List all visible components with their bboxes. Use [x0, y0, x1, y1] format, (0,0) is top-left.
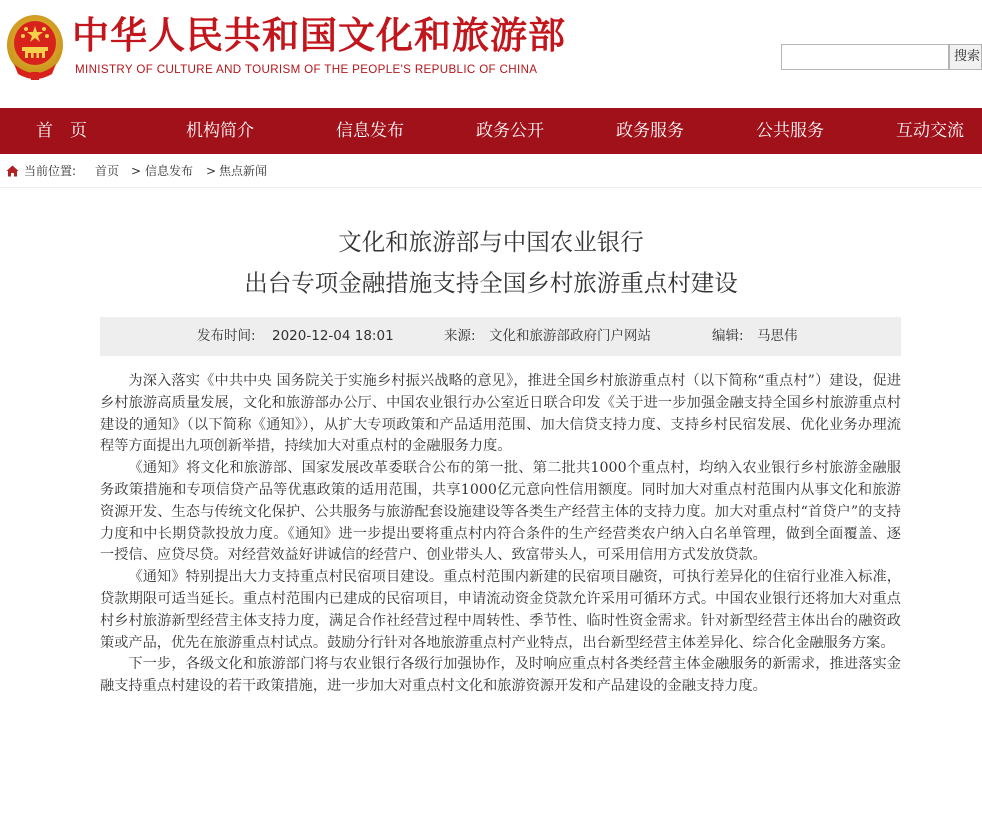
editor: 马思伟 — [757, 328, 798, 344]
article-meta — [100, 317, 901, 356]
breadcrumb-focus-news[interactable]: 焦点新闻 — [219, 164, 268, 178]
breadcrumb-news[interactable]: 信息发布 — [145, 164, 194, 178]
publish-time-label: 发布时间: — [197, 328, 256, 344]
article-title-line1: 文化和旅游部与中国农业银行 — [338, 228, 644, 256]
nav-item-public-services[interactable]: 公共服务 — [756, 121, 824, 141]
site-subtitle: MINISTRY OF CULTURE AND TOURISM OF THE PEOPLE'S REPUBLIC OF CHINA — [75, 63, 538, 76]
home-icon — [6, 165, 19, 177]
article-paragraph: 为深入落实《中共中央 国务院关于实施乡村振兴战略的意见》，推进全国乡村旅游重点村（以下简称“重点村”）建设，促进乡村旅游高质量发展，文化和旅游部办公厅、中国农业银行办公室近日联合印发《关于进一步加强金融支持全国乡村旅游重点村建设的通知》（以下简称《通知》），从扩大专项政策和产品适用范围、加大信贷支持力度、支持乡村民宿发展、优化业务办理流程等方面提出九项创新举措，持续加大对重点村的金融服务力度。 — [100, 373, 901, 455]
nav-item-home[interactable]: 首 页 — [36, 121, 87, 141]
publish-time: 2020-12-04 18:01 — [272, 328, 394, 344]
search-input[interactable] — [781, 44, 949, 70]
main-nav — [0, 108, 982, 154]
article-title-line2: 出台专项金融措施支持全国乡村旅游重点村建设 — [244, 269, 738, 297]
site-header — [0, 0, 982, 108]
source: 文化和旅游部政府门户网站 — [489, 328, 651, 344]
search-button[interactable]: 搜索 — [949, 44, 982, 70]
article-body — [100, 371, 901, 698]
editor-label: 编辑: — [712, 328, 744, 344]
breadcrumb — [0, 154, 982, 188]
breadcrumb-home[interactable]: 首页 — [95, 164, 120, 178]
source-label: 来源: — [444, 328, 476, 344]
breadcrumb-separator: > — [131, 164, 142, 178]
article-paragraph: 下一步，各级文化和旅游部门将与农业银行各级行加强协作，及时响应重点村各类经营主体金融服务的新需求，推进落实金融支持重点村建设的若干政策措施，进一步加大对重点村文化和旅游资源开发和产品建设的金融支持力度。 — [100, 656, 901, 695]
nav-item-news[interactable]: 信息发布 — [336, 121, 404, 141]
nav-item-interaction[interactable]: 互动交流 — [896, 121, 964, 141]
nav-item-about[interactable]: 机构简介 — [186, 121, 254, 141]
site-title[interactable]: 中华人民共和国文化和旅游部 — [72, 14, 566, 57]
breadcrumb-label: 当前位置: — [24, 164, 77, 178]
article-paragraph: 《通知》特别提出大力支持重点村民宿项目建设。重点村范围内新建的民宿项目融资，可执行差异化的住宿行业准入标准，贷款期限可适当延长。重点村范围内已建成的民宿项目，申请流动资金贷款允许采用可循环方式。中国农业银行还将加大对重点村乡村旅游新型经营主体支持力度，满足合作社经营过程中周转性、季节性、临时性资金需求。针对新型经营主体出台的融资政策或产品，优先在旅游重点村试点。鼓励分行针对各地旅游重点村产业特点，出台新型经营主体差异化、综合化金融服务方案。 — [100, 569, 901, 651]
breadcrumb-separator: > — [206, 164, 217, 178]
nav-item-gov-affairs[interactable]: 政务公开 — [476, 121, 544, 141]
nav-item-gov-services[interactable]: 政务服务 — [616, 121, 684, 141]
national-emblem-icon — [6, 12, 64, 82]
article-paragraph: 《通知》将文化和旅游部、国家发展改革委联合公布的第一批、第二批共1000个重点村，均纳入农业银行乡村旅游金融服务政策措施和专项信贷产品等优惠政策的适用范围，共享1000亿元意向性信用额度。同时加大对重点村范围内从事文化和旅游资源开发、生态与传统文化保护、公共服务与旅游配套设施建设等各类生产经营主体的支持力度。加大对重点村“首贷户”的支持力度和中长期贷款投放力度。《通知》进一步提出要将重点村内符合条件的生产经营类农户纳入白名单管理，做到全面覆盖、逐一授信、应贷尽贷。对经营效益好讲诚信的经营户、创业带头人、致富带头人，可采用信用方式发放贷款。 — [100, 460, 901, 564]
